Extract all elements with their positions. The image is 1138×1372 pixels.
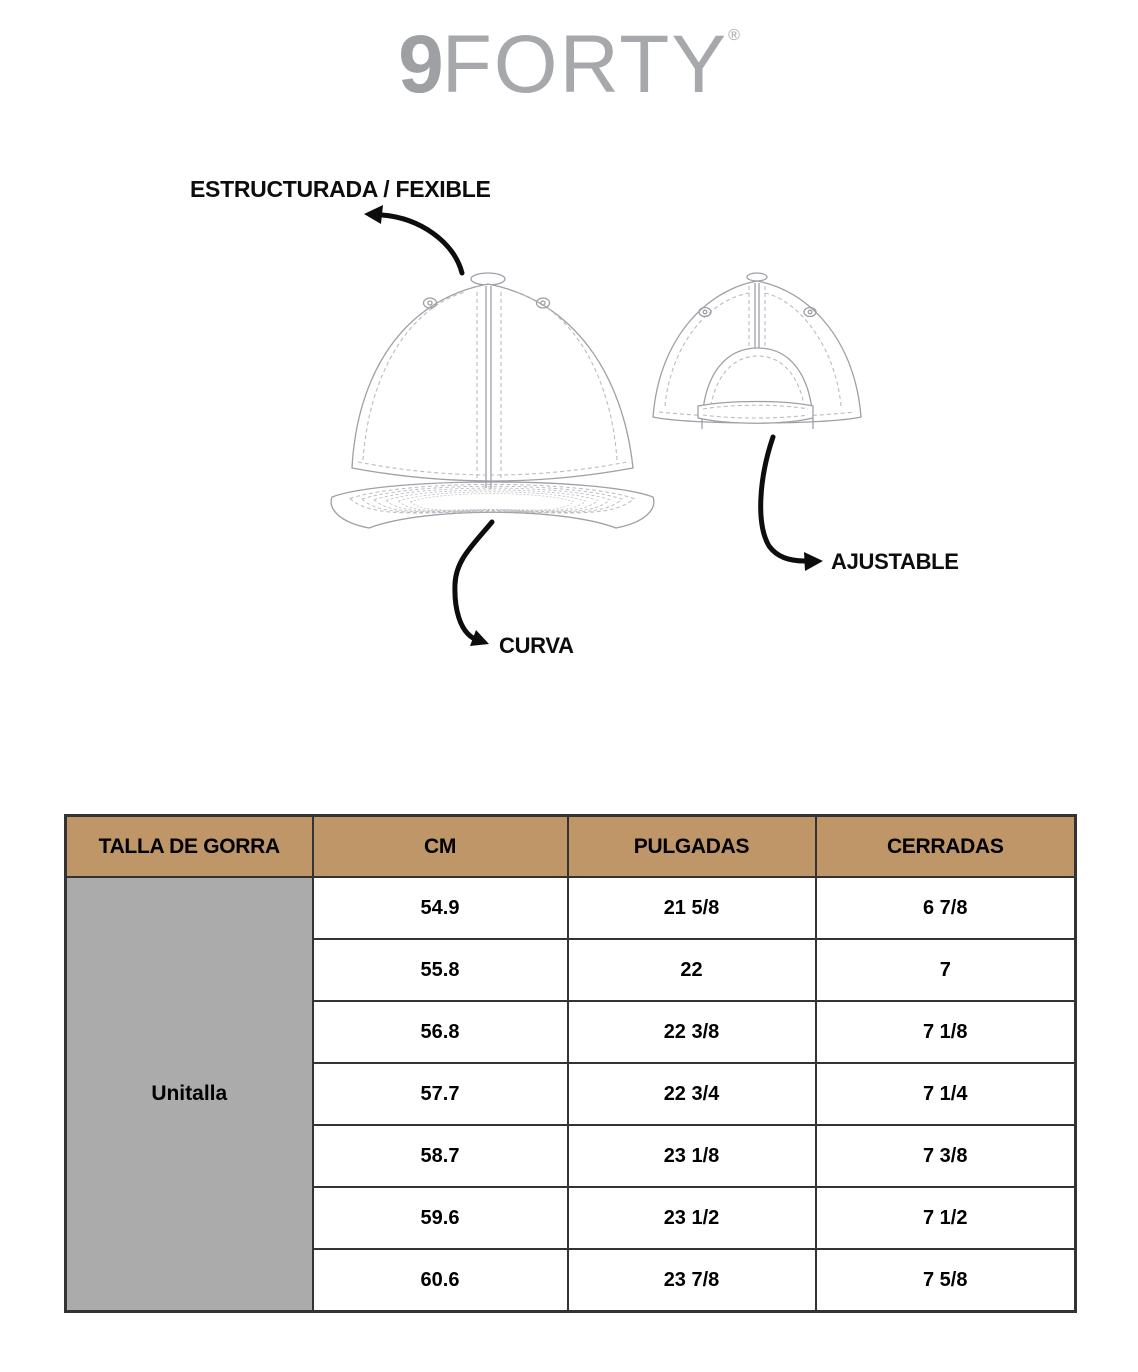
cell-cerradas: 6 7/8 xyxy=(816,877,1076,939)
cell-cerradas: 7 1/2 xyxy=(816,1187,1076,1249)
cell-pulgadas: 23 1/8 xyxy=(568,1125,816,1187)
cell-pulgadas: 23 7/8 xyxy=(568,1249,816,1312)
label-curva: CURVA xyxy=(499,633,574,658)
cell-cerradas: 7 1/8 xyxy=(816,1001,1076,1063)
cell-pulgadas: 23 1/2 xyxy=(568,1187,816,1249)
cell-cm: 60.6 xyxy=(313,1249,568,1312)
brand-logo xyxy=(0,19,1138,110)
header-cm: CM xyxy=(313,816,568,878)
cell-pulgadas: 21 5/8 xyxy=(568,877,816,939)
header-cerradas: CERRADAS xyxy=(816,816,1076,878)
adjustable-arrow-icon xyxy=(748,428,863,578)
cell-cm: 55.8 xyxy=(313,939,568,1001)
cell-cm: 58.7 xyxy=(313,1125,568,1187)
size-table-header-row xyxy=(66,816,1076,878)
cap-front-illustration xyxy=(325,270,660,535)
cell-pulgadas: 22 3/4 xyxy=(568,1063,816,1125)
adjustable-strap xyxy=(698,402,813,430)
registered-trademark-symbol: ® xyxy=(728,27,740,44)
header-pulgadas: PULGADAS xyxy=(568,816,816,878)
cell-cm: 56.8 xyxy=(313,1001,568,1063)
label-estructurada-fexible: ESTRUCTURADA / FEXIBLE xyxy=(190,176,491,202)
cell-cm: 54.9 xyxy=(313,877,568,939)
cell-pulgadas: 22 3/8 xyxy=(568,1001,816,1063)
logo-number: 9 xyxy=(398,19,442,110)
table-row xyxy=(66,877,1076,939)
cap-back-illustration xyxy=(645,268,865,438)
cell-cm: 57.7 xyxy=(313,1063,568,1125)
cell-cerradas: 7 xyxy=(816,939,1076,1001)
size-table xyxy=(64,814,1077,1313)
cell-pulgadas: 22 xyxy=(568,939,816,1001)
header-talla-de-gorra: TALLA DE GORRA xyxy=(66,816,313,878)
cell-cerradas: 7 5/8 xyxy=(816,1249,1076,1312)
cap-back-button xyxy=(747,273,767,281)
logo-word: FORTY xyxy=(441,19,729,110)
cell-cm: 59.6 xyxy=(313,1187,568,1249)
cap-button xyxy=(471,273,505,285)
size-label-cell: Unitalla xyxy=(66,877,313,1312)
label-ajustable: AJUSTABLE xyxy=(831,549,959,574)
cell-cerradas: 7 3/8 xyxy=(816,1125,1076,1187)
cell-cerradas: 7 1/4 xyxy=(816,1063,1076,1125)
